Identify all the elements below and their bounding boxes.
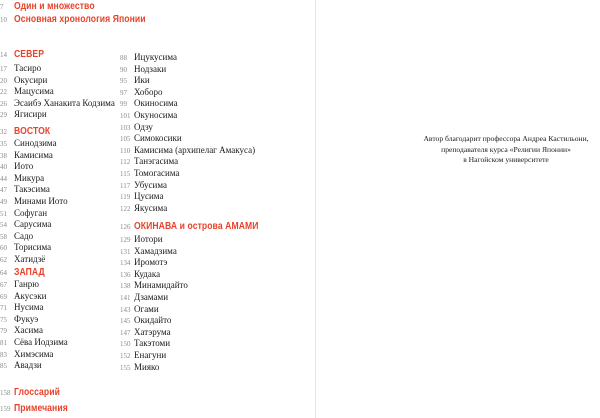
- toc-section-north: [0, 48, 51, 60]
- entry-label: Хамадзима: [134, 245, 177, 256]
- toc-entry: [0, 302, 43, 312]
- toc-entry: [120, 191, 163, 201]
- toc-entry: [120, 350, 166, 360]
- page-number: 40: [0, 163, 7, 172]
- entry-label: Авадзи: [14, 360, 42, 371]
- entry-label: Торисима: [14, 242, 52, 253]
- section-title: Глоссарий: [14, 386, 61, 398]
- entry-label: Фукуэ: [14, 313, 39, 324]
- toc-entry: [0, 63, 41, 73]
- entry-label: Огами: [134, 303, 159, 314]
- toc-entry: [0, 360, 42, 370]
- entry-label: Такэтоми: [134, 338, 171, 349]
- page-number: 67: [0, 281, 7, 289]
- entry-label: Такэсима: [14, 184, 50, 195]
- page-number: 115: [120, 170, 131, 178]
- page-number: 14: [0, 51, 7, 59]
- toc-entry: [0, 254, 45, 264]
- page-number: 83: [0, 350, 7, 359]
- entry-label: Синодзима: [14, 138, 57, 148]
- page-number: 90: [120, 65, 127, 74]
- entry-label: Ганрю: [14, 279, 40, 289]
- entry-label: Ики: [134, 75, 150, 86]
- toc-entry: [120, 315, 171, 325]
- toc-heading-glossary: [0, 386, 70, 398]
- toc-entry: [120, 280, 188, 290]
- page-number: 7: [0, 3, 4, 11]
- page-number: 105: [120, 135, 131, 144]
- page-number: 95: [120, 77, 127, 86]
- toc-entry: [0, 98, 115, 108]
- section-title: Основная хронология Японии: [14, 13, 146, 25]
- page-number: 136: [120, 270, 131, 279]
- page-number: 71: [0, 304, 7, 313]
- toc-entry: [120, 180, 167, 190]
- toc-entry: [120, 234, 163, 244]
- entry-label: Окусири: [14, 74, 48, 85]
- toc-heading-chronology: [0, 13, 175, 25]
- page-number: 145: [120, 317, 131, 326]
- entry-label: Окидайто: [134, 315, 172, 326]
- page-number: 101: [120, 112, 131, 120]
- toc-entry: [120, 64, 166, 74]
- entry-label: Акусэки: [14, 290, 47, 301]
- entry-label: Убусима: [134, 179, 167, 190]
- page-number: 29: [0, 111, 7, 120]
- entry-label: Камисима (архипелаг Амакуса): [134, 144, 256, 155]
- entry-label: Кудака: [134, 268, 161, 279]
- toc-entry: [0, 173, 44, 183]
- toc-entry: [120, 203, 167, 213]
- page-number: 112: [120, 158, 131, 167]
- toc-entry: [120, 362, 159, 372]
- page-number: 126: [120, 223, 131, 231]
- section-title: СЕВЕР: [14, 48, 45, 60]
- toc-entry: [120, 52, 177, 62]
- page-number: 81: [0, 339, 7, 347]
- toc-entry: [120, 246, 177, 256]
- page-number: 10: [0, 16, 7, 24]
- page-number: 152: [120, 352, 131, 360]
- entry-label: Томогасима: [134, 168, 180, 178]
- toc-section-east: [0, 125, 58, 137]
- entry-label: Якусима: [134, 202, 168, 213]
- section-title: ВОСТОК: [14, 125, 51, 137]
- entry-label: Иото: [14, 161, 34, 172]
- page-number: 22: [0, 88, 7, 97]
- entry-label: Ягисири: [14, 109, 47, 120]
- toc-entry: [0, 314, 38, 324]
- toc-entry: [0, 349, 53, 359]
- entry-label: Окуносима: [134, 110, 178, 120]
- page-number: 58: [0, 232, 7, 241]
- page-number: 147: [120, 328, 131, 337]
- toc-entry: [0, 196, 68, 206]
- toc-entry: [0, 231, 33, 241]
- toc-entry: [120, 257, 167, 267]
- page-number: 110: [120, 146, 131, 155]
- page-number: 158: [0, 389, 11, 397]
- page-number: 138: [120, 282, 131, 291]
- toc-entry: [0, 86, 54, 96]
- entry-label: Хатэрума: [134, 326, 171, 337]
- entry-label: Цусима: [134, 191, 164, 202]
- page-number: 75: [0, 315, 7, 324]
- page-number: 159: [0, 405, 11, 413]
- entry-label: Енагуни: [134, 350, 167, 360]
- toc-section-okinawa: [120, 220, 286, 232]
- page-number: 32: [0, 128, 7, 136]
- page-number: 47: [0, 186, 7, 195]
- toc-entry: [0, 138, 57, 148]
- toc-entry: [120, 110, 177, 120]
- page-number: 69: [0, 292, 7, 301]
- toc-entry: [0, 208, 47, 218]
- toc-entry: [120, 87, 163, 97]
- entry-label: Минами Иото: [14, 196, 68, 206]
- page-number: 51: [0, 209, 7, 218]
- entry-label: Садо: [14, 230, 34, 241]
- toc-entry: [0, 279, 39, 289]
- toc-entry: [0, 325, 43, 335]
- toc-entry: [120, 292, 168, 302]
- page-number: 17: [0, 65, 7, 73]
- toc-entry: [120, 168, 179, 178]
- entry-label: Сарусима: [14, 219, 52, 230]
- entry-label: Иромотэ: [134, 257, 168, 268]
- section-title: Примечания: [14, 402, 68, 414]
- page-number: 60: [0, 244, 7, 253]
- page-number: 54: [0, 221, 7, 230]
- section-title: Один и множество: [14, 0, 95, 12]
- page-number: 97: [120, 88, 127, 97]
- entry-label: Тасиро: [14, 63, 42, 73]
- acknowledgement-line-3: в Нагойском университете: [463, 155, 549, 164]
- entry-label: Хоборо: [134, 86, 163, 97]
- entry-label: Нусима: [14, 302, 44, 313]
- section-title: ОКИНАВА и острова АМАМИ: [134, 220, 259, 232]
- toc-entry: [120, 75, 150, 85]
- acknowledgement-line-1: Автор благодарит профессора Андреа Кастильони,: [423, 134, 589, 143]
- toc-entry: [0, 75, 47, 85]
- page-number: 131: [120, 247, 131, 256]
- entry-label: Камисима: [14, 149, 53, 160]
- toc-entry: [0, 219, 51, 229]
- toc-heading-notes: [0, 402, 80, 414]
- page-number: 38: [0, 151, 7, 160]
- toc-entry: [0, 150, 53, 160]
- entry-label: Хасима: [14, 325, 43, 336]
- toc-entry: [120, 145, 255, 155]
- page-number: 20: [0, 76, 7, 85]
- page-number: 49: [0, 198, 7, 206]
- toc-entry: [120, 156, 178, 166]
- toc-entry: [120, 327, 171, 337]
- page-number: 117: [120, 181, 131, 190]
- entry-label: Софуган: [14, 207, 48, 218]
- page-number: 88: [120, 54, 127, 62]
- toc-entry: [120, 133, 182, 143]
- page-number: 122: [120, 204, 131, 213]
- entry-label: Симокосики: [134, 133, 182, 144]
- toc-heading-intro: [0, 0, 112, 12]
- page-number: 44: [0, 174, 7, 183]
- page-number: 79: [0, 327, 7, 336]
- page-number: 155: [120, 363, 131, 372]
- entry-label: Ицукусима: [134, 52, 178, 62]
- entry-label: Мияко: [134, 361, 160, 372]
- entry-label: Химэсима: [14, 348, 54, 359]
- page-number: 119: [120, 193, 131, 202]
- acknowledgement-text: [416, 134, 596, 166]
- page-number: 150: [120, 340, 131, 349]
- entry-label: Мацусима: [14, 86, 54, 97]
- toc-entry: [120, 269, 160, 279]
- toc-entry: [0, 337, 68, 347]
- page-number: 62: [0, 256, 7, 264]
- entry-label: Сёва Иодзима: [14, 337, 68, 347]
- toc-entry: [0, 242, 51, 252]
- entry-label: Хатидзё: [14, 254, 46, 264]
- entry-label: Дзамами: [134, 292, 169, 302]
- acknowledgement-line-2: преподавателя курса «Религии Японии»: [441, 144, 571, 154]
- toc-entry: [120, 122, 153, 132]
- page-number: 134: [120, 259, 131, 268]
- page-number: 143: [120, 305, 131, 314]
- entry-label: Окиносима: [134, 98, 178, 109]
- entry-label: Микура: [14, 172, 45, 183]
- toc-entry: [0, 291, 46, 301]
- entry-label: Нодзаки: [134, 63, 167, 74]
- toc-entry: [120, 304, 159, 314]
- toc-entry: [0, 184, 50, 194]
- toc-entry: [120, 338, 170, 348]
- entry-label: Танэгасима: [134, 156, 179, 167]
- toc-section-west: [0, 266, 52, 278]
- entry-label: Эсаибэ Ханакита Кодзима: [14, 97, 115, 108]
- toc-entry: [0, 161, 33, 171]
- page-number: 141: [120, 294, 131, 302]
- toc-entry: [120, 98, 178, 108]
- page-number: 99: [120, 100, 127, 109]
- acknowledgement-page: [316, 0, 600, 418]
- entry-label: Минамидайто: [134, 280, 188, 291]
- page-number: 26: [0, 99, 7, 108]
- page-number: 64: [0, 269, 7, 277]
- page-number: 129: [120, 236, 131, 244]
- page-number: 85: [0, 362, 7, 371]
- section-title: ЗАПАД: [14, 266, 45, 278]
- page-number: 35: [0, 140, 7, 148]
- page-number: 103: [120, 123, 131, 132]
- toc-entry: [0, 109, 47, 119]
- entry-label: Одзу: [134, 121, 153, 132]
- entry-label: Иотори: [134, 234, 163, 244]
